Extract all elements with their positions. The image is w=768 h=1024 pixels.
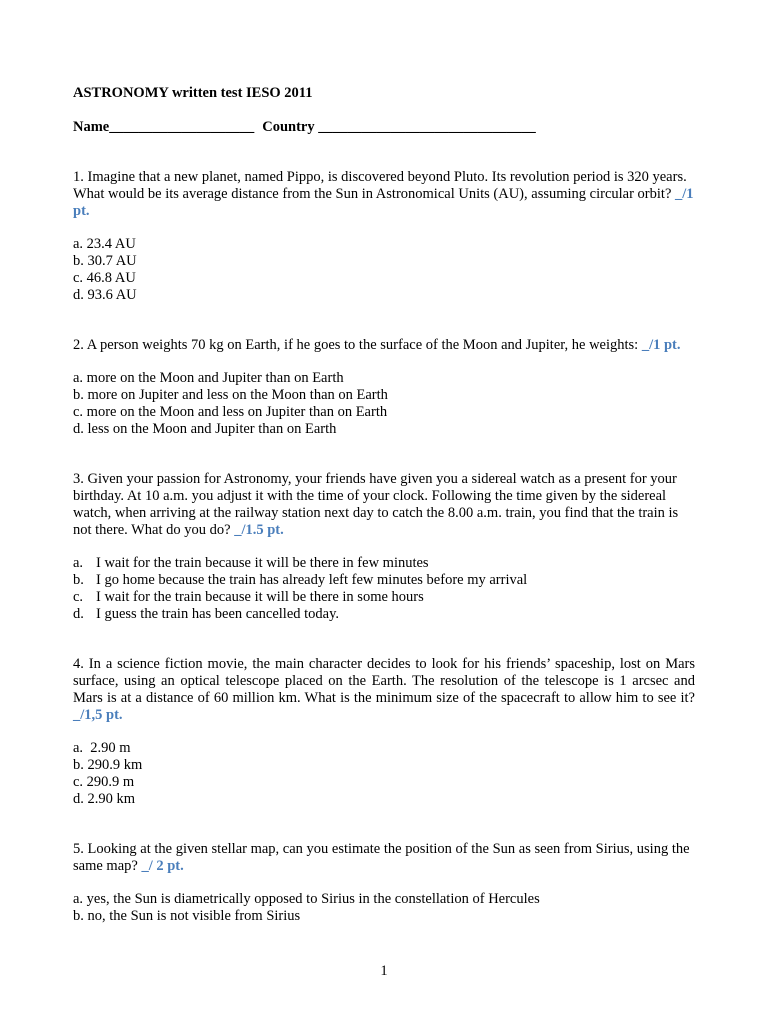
- question-5: [73, 841, 695, 925]
- option-b: b. 290.9 km: [73, 757, 143, 773]
- question-1-text: 1. Imagine that a new planet, named Pippo, is discovered beyond Pluto. Its revolution period is 320 years. What would be its average distance from the Sun in Astronomical Units (AU), assuming circular orbit? _/1 pt.: [73, 169, 694, 219]
- option-d: d. 2.90 km: [73, 791, 136, 807]
- option-b: b. no, the Sun is not visible from Sirius: [73, 908, 301, 924]
- question-5-points: _/ 2 pt.: [141, 858, 184, 874]
- option-b: b. I go home because the train has already left few minutes before my arrival: [73, 572, 528, 588]
- question-4-points: _/1,5 pt.: [73, 707, 123, 723]
- question-3-options: [73, 555, 695, 623]
- question-5-options: [73, 891, 695, 925]
- question-3-points: _/1.5 pt.: [234, 522, 284, 538]
- document-title: ASTRONOMY written test IESO 2011: [73, 85, 313, 101]
- option-c: c. I wait for the train because it will be there in some hours: [73, 589, 424, 605]
- question-4: [73, 656, 695, 808]
- option-c: c. 46.8 AU: [73, 270, 136, 286]
- question-3: [73, 471, 695, 623]
- question-5-text: 5. Looking at the given stellar map, can you estimate the position of the Sun as seen from Sirius, using the same map? _/ 2 pt.: [73, 841, 690, 874]
- name-field-label: Name____________________: [73, 119, 255, 135]
- question-2-points: _/1 pt.: [641, 337, 681, 353]
- question-1-options: [73, 236, 695, 304]
- option-c: c. 290.9 m: [73, 774, 135, 790]
- question-2-options: [73, 370, 695, 438]
- question-1-points: _/1 pt.: [73, 186, 694, 219]
- option-a: a. yes, the Sun is diametrically opposed to Sirius in the constellation of Hercules: [73, 891, 540, 907]
- question-2-text: 2. A person weights 70 kg on Earth, if he goes to the surface of the Moon and Jupiter, he weights: _/1 pt.: [73, 337, 681, 353]
- question-1: [73, 169, 695, 304]
- question-2: [73, 337, 695, 438]
- page-number: 1: [380, 963, 388, 979]
- question-3-text: 3. Given your passion for Astronomy, your friends have given you a sidereal watch as a present for your birthday. At 10 a.m. you adjust it with the time of your clock. Following the time given by the sidereal watch, when arriving at the railway station next day to catch the 8.00 a.m. train, you find that the train is not there. What do you do? _/1.5 pt.: [73, 471, 679, 538]
- country-field-label: Country ______________________________: [262, 119, 536, 135]
- option-d: d. less on the Moon and Jupiter than on Earth: [73, 421, 337, 437]
- option-a: a. 23.4 AU: [73, 236, 136, 252]
- question-4-text: 4. In a science fiction movie, the main character decides to look for his friends’ spaceship, lost on Mars surface, using an optical telescope placed on the Earth. The resolution of the telescope is 1 arcsec and Mars is at a distance of 60 million km. What is the minimum size of the spacecraft to allow him to see it? _/1,5 pt.: [73, 656, 695, 723]
- option-d: d. I guess the train has been cancelled today.: [73, 606, 340, 622]
- question-4-options: [73, 740, 695, 808]
- option-d: d. 93.6 AU: [73, 287, 137, 303]
- option-b: b. 30.7 AU: [73, 253, 137, 269]
- test-page: [73, 85, 695, 925]
- option-a: a. I wait for the train because it will be there in few minutes: [73, 555, 429, 571]
- option-a: a. 2.90 m: [73, 740, 131, 756]
- option-c: c. more on the Moon and less on Jupiter than on Earth: [73, 404, 388, 420]
- option-b: b. more on Jupiter and less on the Moon than on Earth: [73, 387, 388, 403]
- name-country-line: [73, 119, 695, 136]
- option-a: a. more on the Moon and Jupiter than on Earth: [73, 370, 344, 386]
